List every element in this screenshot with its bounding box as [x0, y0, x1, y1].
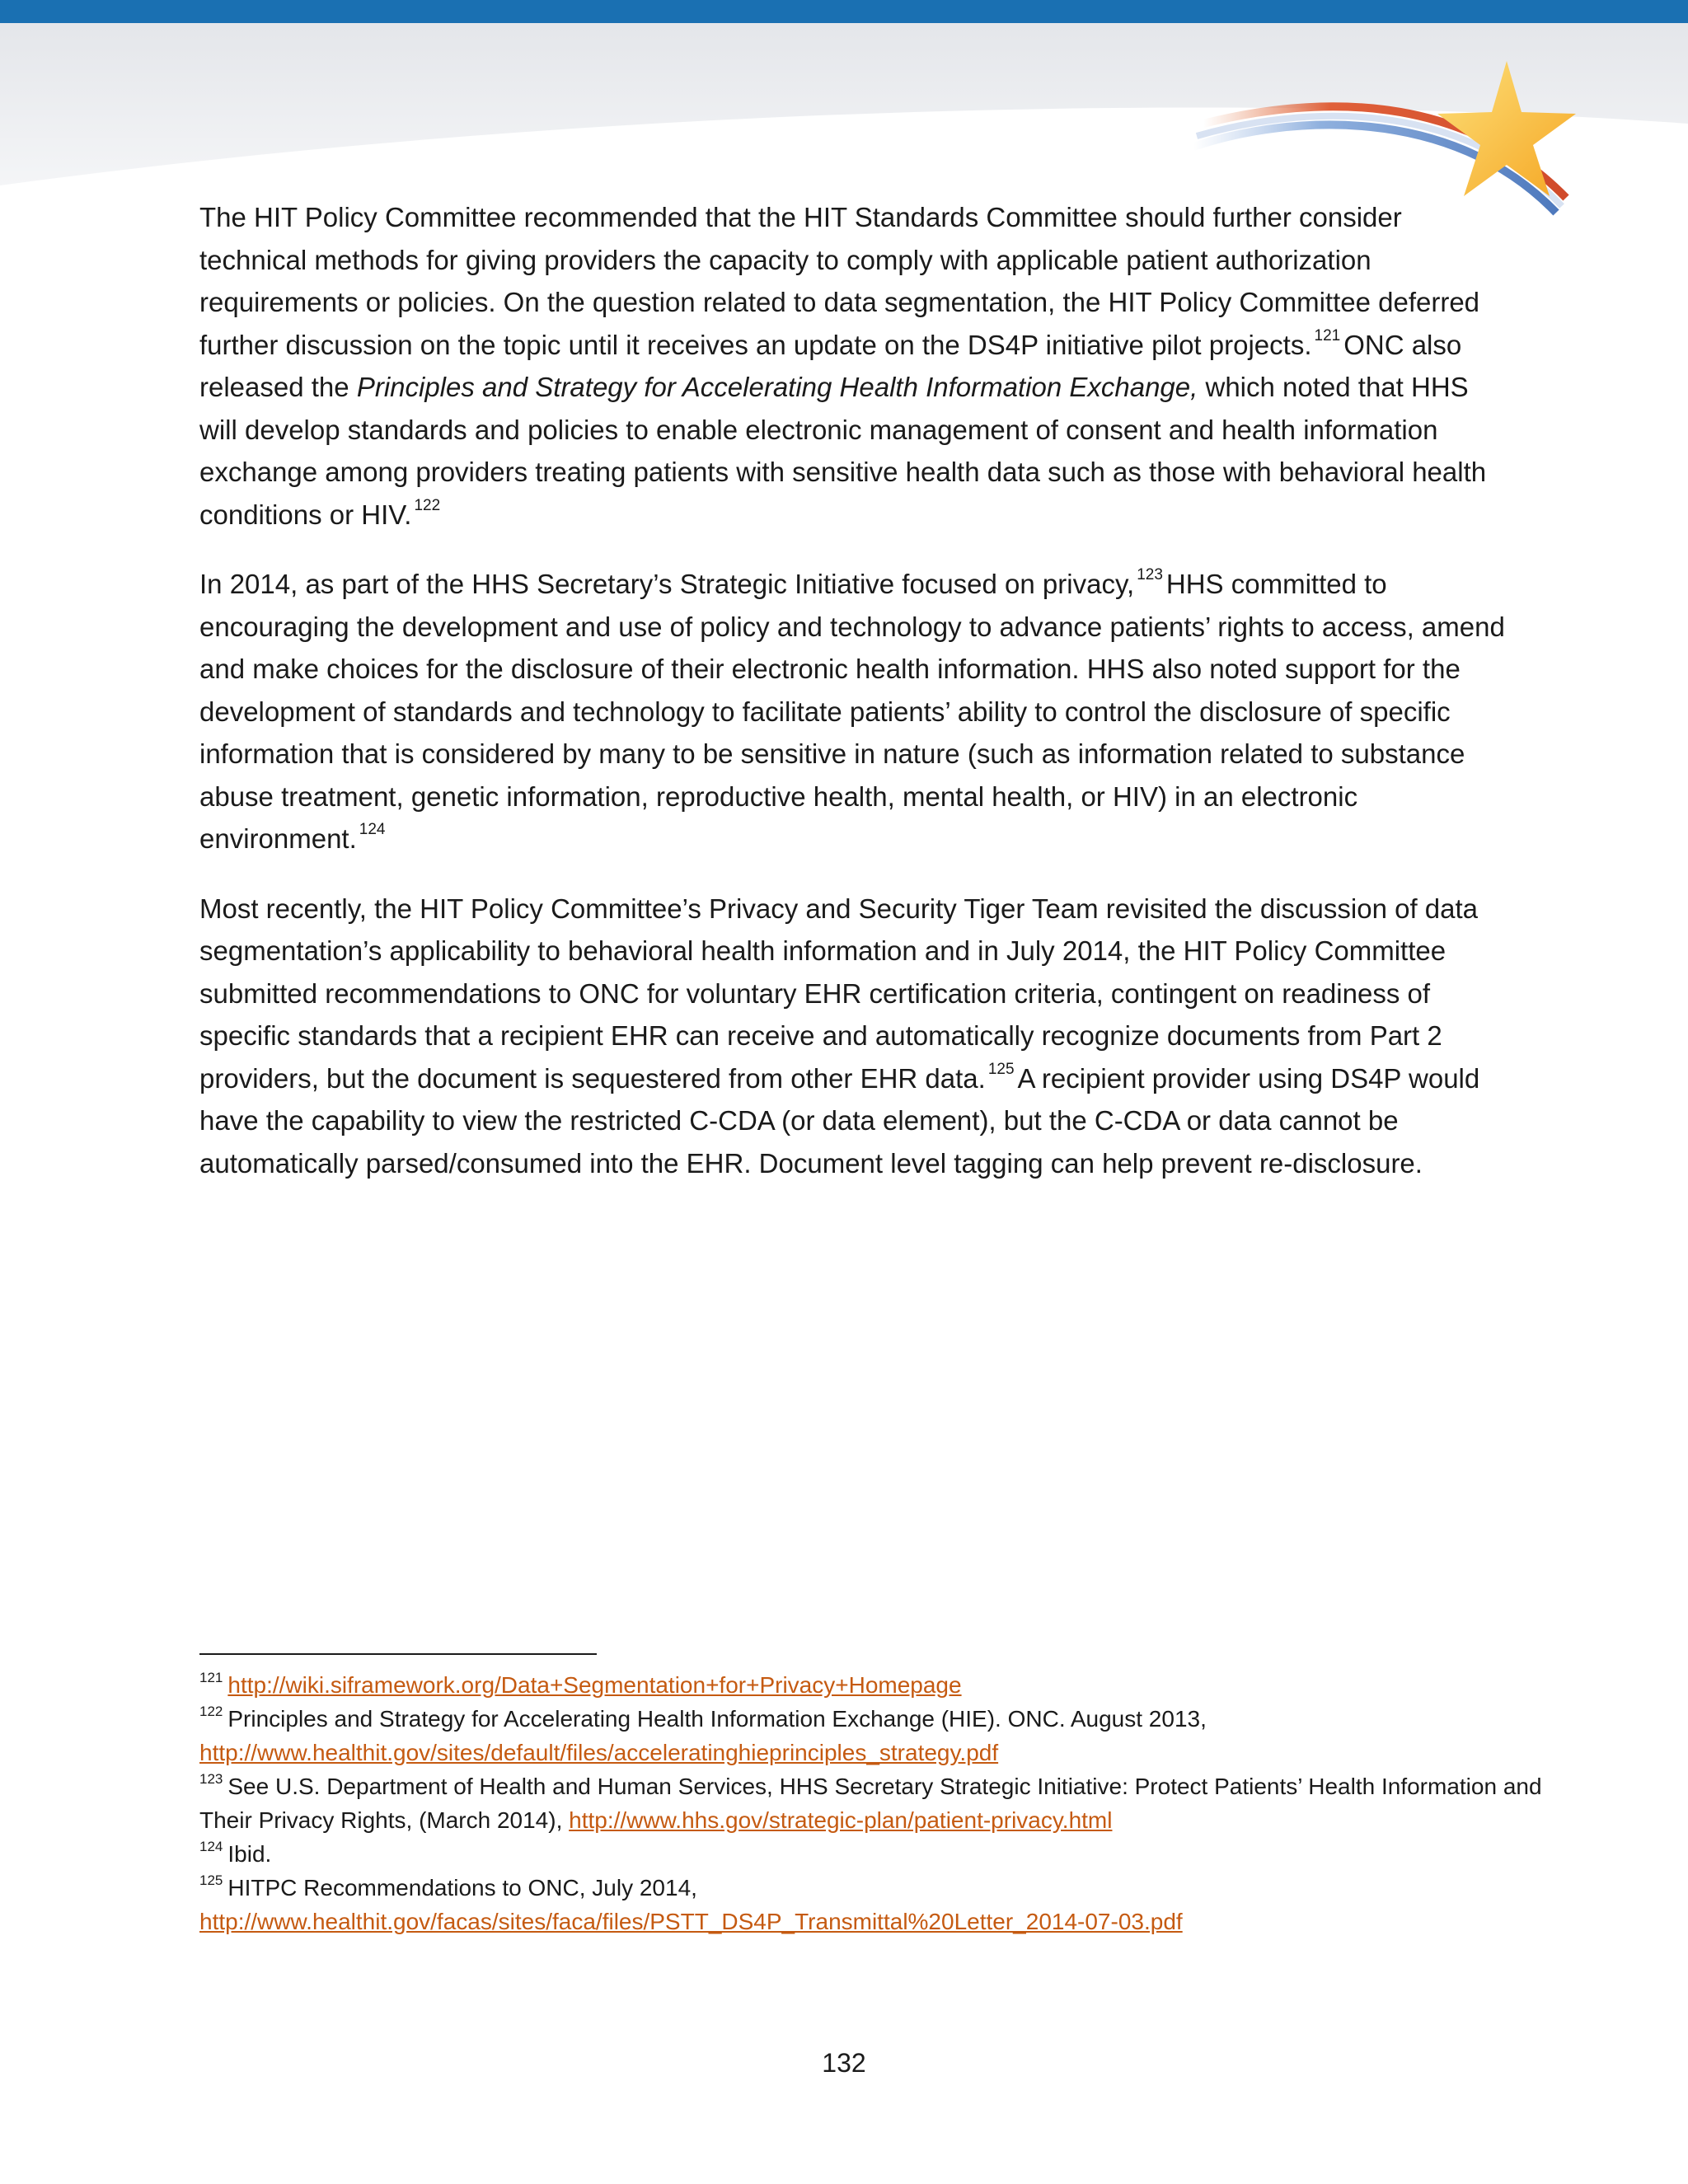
- footnote-text: Ibid.: [227, 1841, 272, 1867]
- footnote-link[interactable]: http://www.healthit.gov/facas/sites/faca/files/PSTT_DS4P_Transmittal%20Letter_2014-07-03.pdf: [199, 1909, 1183, 1934]
- footnote-link[interactable]: http://www.healthit.gov/sites/default/files/acceleratinghieprinciples_strategy.pdf: [199, 1740, 999, 1765]
- footnote-124: [199, 1837, 1559, 1871]
- footnote-text: See U.S. Department of Health and Human Services, HHS Secretary Strategic Initiative: Protect Patients’ Health Information and Their Privacy Rights, (March 2014),: [199, 1774, 1542, 1833]
- paragraph-text: which noted that HHS will develop standards and policies to enable electronic management of consent and health information exchange among providers treating patients with sensitive health data such as those with behavioral health conditions or HIV.: [199, 372, 1487, 530]
- footnote-number: 122: [199, 1704, 223, 1719]
- paragraph-strategic-initiative: [199, 563, 1510, 860]
- footnote-ref[interactable]: 125: [987, 1060, 1015, 1078]
- footnote-number: 123: [199, 1771, 223, 1787]
- footnotes: [199, 1668, 1559, 1938]
- footnote-divider: [199, 1653, 597, 1655]
- paragraph-text: The HIT Policy Committee recommended that the HIT Standards Committee should further consider technical methods for giving providers the capacity to comply with applicable patient authorization requirements or policies. On the question related to data segmentation, the HIT Policy Committee deferred further discussion on the topic until it receives an update on the DS4P initiative pilot projects.: [199, 202, 1480, 360]
- document-title: Principles and Strategy for Accelerating Health Information Exchange,: [356, 372, 1198, 402]
- footnote-number: 124: [199, 1839, 223, 1854]
- footnote-121: [199, 1668, 1559, 1702]
- paragraph-hit-policy: [199, 196, 1510, 536]
- footnote-123: [199, 1769, 1559, 1837]
- footnote-text: Principles and Strategy for Accelerating Health Information Exchange (HIE). ONC. August 2013,: [227, 1706, 1207, 1732]
- footnote-ref[interactable]: 122: [414, 496, 441, 514]
- footnote-text: HITPC Recommendations to ONC, July 2014,: [227, 1875, 697, 1900]
- footnote-125: [199, 1871, 1559, 1938]
- footnote-number: 125: [199, 1872, 223, 1888]
- paragraph-text: Most recently, the HIT Policy Committee’s Privacy and Security Tiger Team revisited the discussion of data segmentation’s applicability to behavioral health information and in July 2014, the HIT Policy Committee submitted recommendations to ONC for voluntary EHR certification criteria, contingent on readiness of specific standards that a recipient EHR can receive and automatically recognize documents from Part 2 providers, but the document is sequestered from other EHR data.: [199, 893, 1479, 1094]
- footnote-link[interactable]: http://wiki.siframework.org/Data+Segmentation+for+Privacy+Homepage: [227, 1672, 962, 1698]
- footnote-122: [199, 1702, 1559, 1769]
- paragraph-tiger-team: [199, 888, 1510, 1185]
- footnote-ref[interactable]: 121: [1314, 326, 1341, 344]
- paragraph-text: A recipient provider using DS4P would have the capability to view the restricted C-CDA (or data element), but the C-CDA or data cannot be automatically parsed/consumed into the EHR. Document level tagging can help prevent re-disclosure.: [199, 1062, 1480, 1179]
- footnote-ref[interactable]: 123: [1137, 566, 1163, 583]
- paragraph-text: ONC also released the: [199, 329, 1462, 402]
- page-number: 132: [822, 2048, 866, 2078]
- footnote-ref[interactable]: 124: [359, 821, 386, 838]
- main-content: [199, 196, 1510, 1212]
- footnote-link[interactable]: http://www.hhs.gov/strategic-plan/patient-privacy.html: [569, 1807, 1113, 1833]
- paragraph-text: In 2014, as part of the HHS Secretary’s Strategic Initiative focused on privacy,: [199, 569, 1135, 599]
- footnote-number: 121: [199, 1670, 223, 1685]
- paragraph-text: HHS committed to encouraging the development and use of policy and technology to advance patients’ rights to access, amend and make choices for the disclosure of their electronic health information. HHS also noted support for the development of standards and technology to facilitate patients’ ability to control the disclosure of specific information that is considered by many to be sensitive in nature (such as information related to substance abuse treatment, genetic information, reproductive health, mental health, or HIV) in an electronic environment.: [199, 569, 1505, 854]
